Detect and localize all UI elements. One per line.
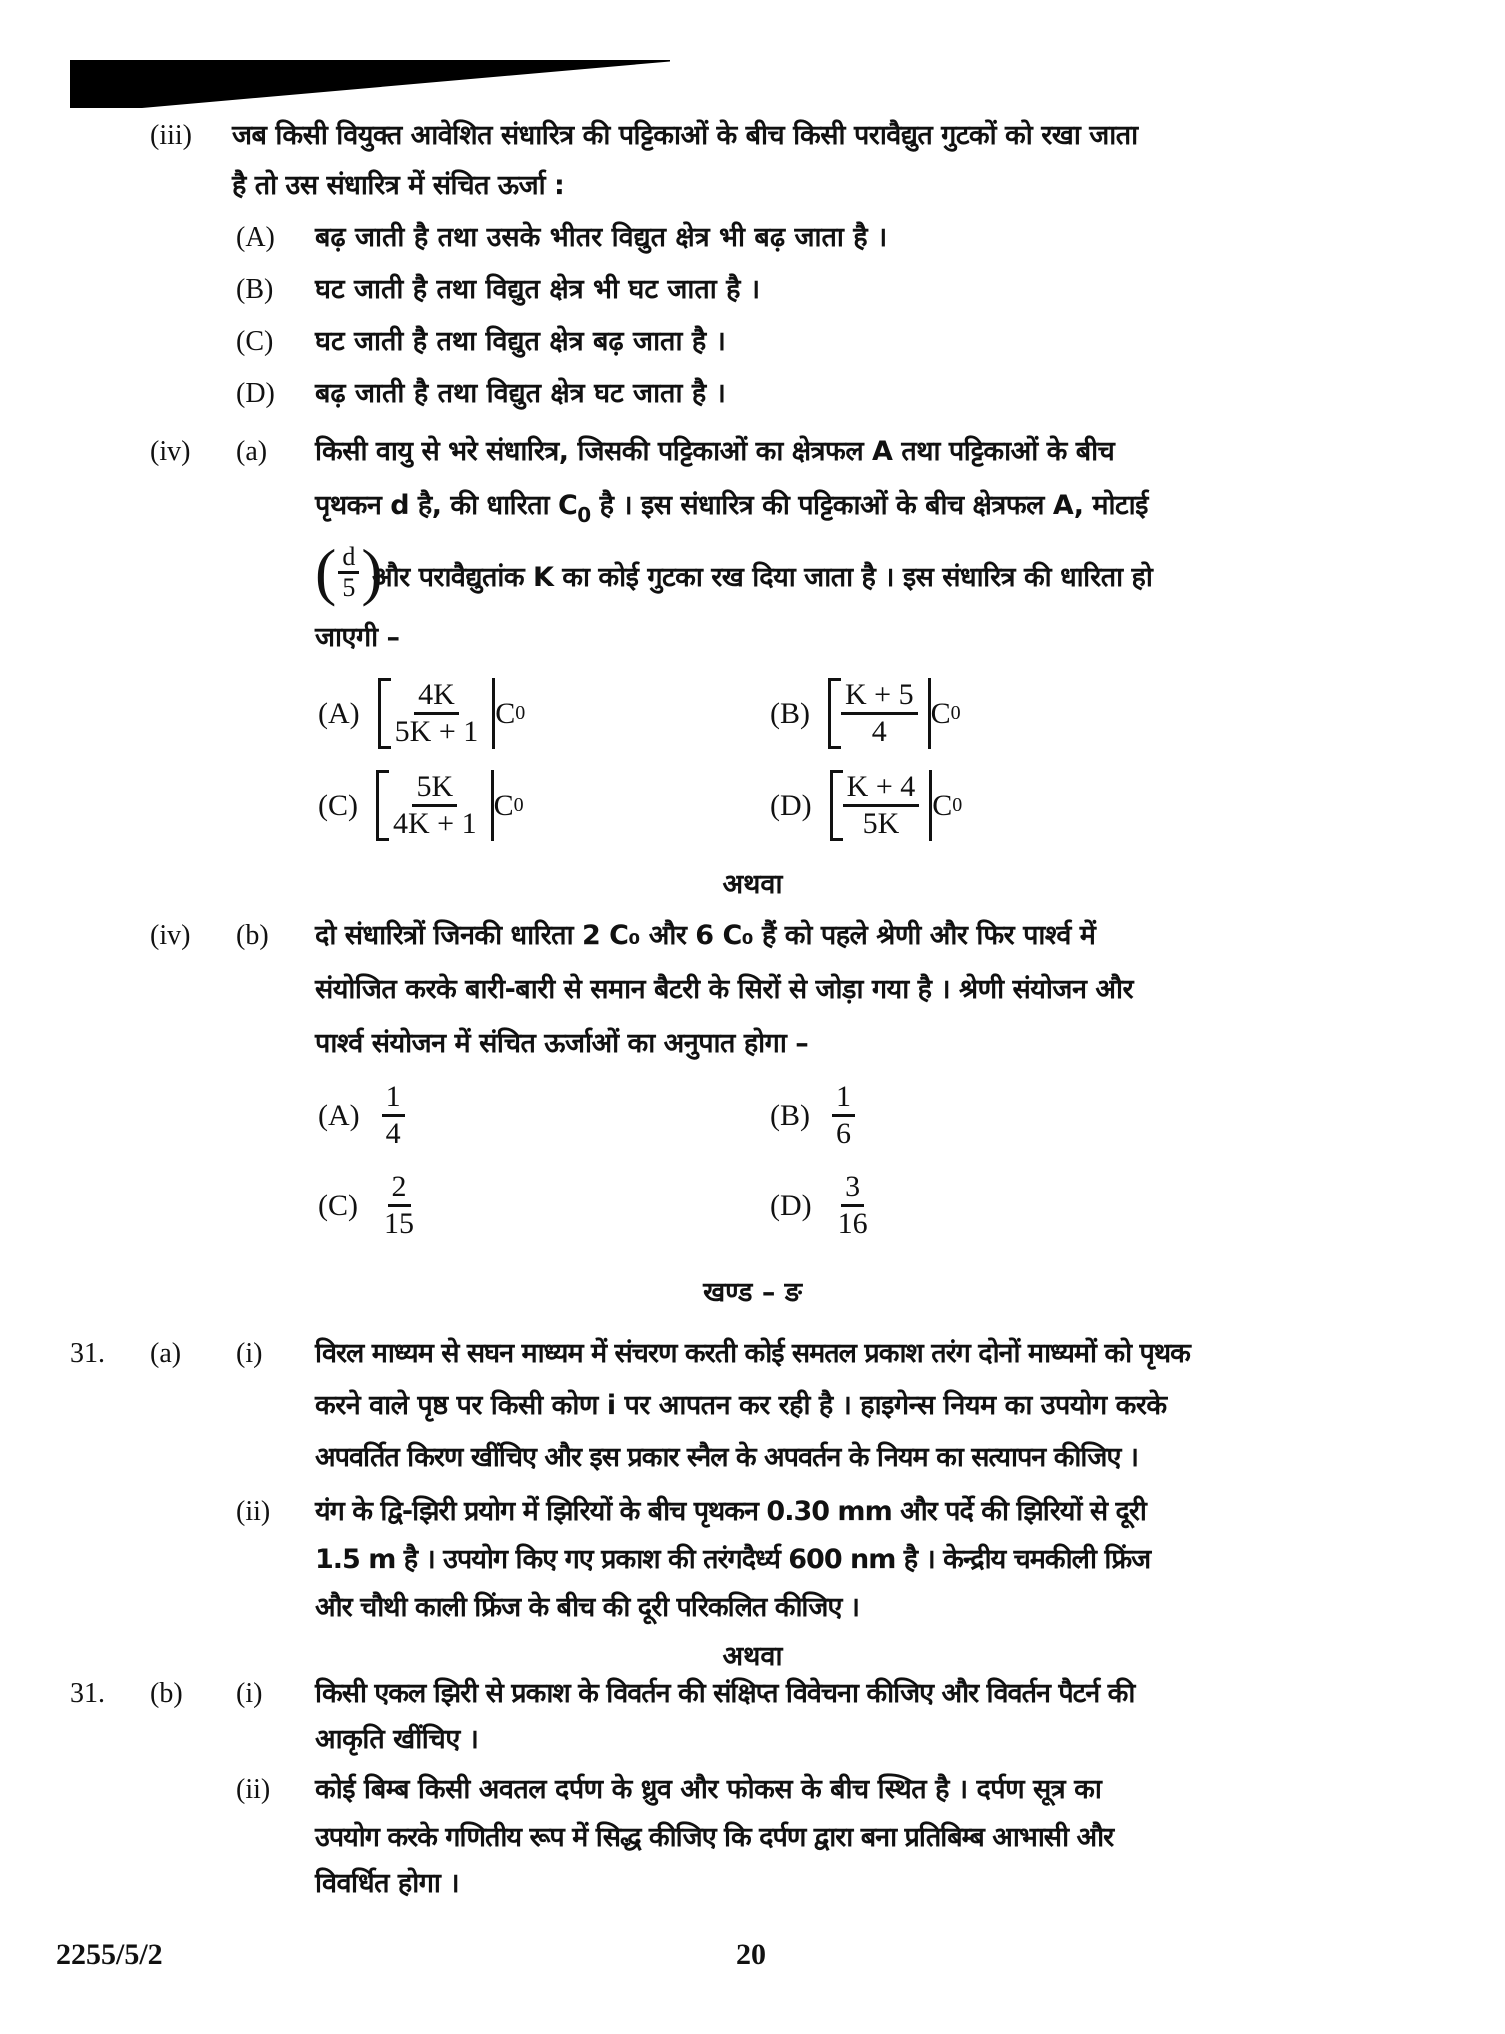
q31-b-ii-line1: कोई बिम्ब किसी अवतल दर्पण के ध्रुव और फोकस के बीच स्थित है । दर्पण सूत्र का <box>315 1774 1102 1805</box>
question-sublabel-a: (a) <box>236 436 268 467</box>
section-title: खण्ड – ङ <box>703 1277 802 1308</box>
q31-a-ii-line2: 1.5 m है । उपयोग किए गए प्रकाश की तरंगदैर्ध्य 600 nm है । केन्द्रीय चमकीली फ्रिंज <box>315 1544 1151 1575</box>
question-label-iv: (iv) <box>150 920 191 951</box>
question-iv-a-line3: और परावैद्युतांक K का कोई गुटका रख दिया जाता है । इस संधारित्र की धारिता हो <box>372 562 1153 593</box>
q31-b-ii-line2: उपयोग करके गणितीय रूप में सिद्ध कीजिए कि दर्पण द्वारा बना प्रतिबिम्ब आभासी और <box>315 1822 1114 1853</box>
option-a: (A) $\frac{4K}{5K + 1}$ C 0 <box>318 678 526 748</box>
option-text: घट जाती है तथा विद्युत क्षेत्र भी घट जाता है । <box>315 274 761 305</box>
option-c: (C) $\frac{2}{15}$ <box>318 1170 414 1240</box>
q31-a-ii-line3: और चौथी काली फ्रिंज के बीच की दूरी परिकलित कीजिए । <box>315 1592 860 1623</box>
option-label: (D) <box>236 378 275 409</box>
or-divider: अथवा <box>722 1641 783 1672</box>
page-number: 20 <box>736 1938 766 1971</box>
question-iv-a-line1: किसी वायु से भरे संधारित्र, जिसकी पट्टिकाओं का क्षेत्रफल A तथा पट्टिकाओं के बीच <box>315 436 1115 467</box>
question-number-31: 31. <box>70 1678 105 1709</box>
question-part-i: (i) <box>236 1338 263 1369</box>
q31-b-i-line2: आकृति खींचिए । <box>315 1724 479 1755</box>
question-label-iv: (iv) <box>150 436 191 467</box>
option-text: बढ़ जाती है तथा उसके भीतर विद्युत क्षेत्र भी बढ़ जाता है । <box>315 222 888 253</box>
question-number-31: 31. <box>70 1338 105 1369</box>
question-iii-line1: जब किसी वियुक्त आवेशित संधारित्र की पट्टिकाओं के बीच किसी परावैद्युत गुटकों को रखा जाता <box>232 120 1138 151</box>
option-text: बढ़ जाती है तथा विद्युत क्षेत्र घट जाता है । <box>315 378 726 409</box>
q31-a-i-line3: अपवर्तित किरण खींचिए और इस प्रकार स्नैल के अपवर्तन के नियम का सत्यापन कीजिए । <box>315 1442 1139 1473</box>
question-part-i: (i) <box>236 1678 263 1709</box>
question-iv-b-line2: संयोजित करके बारी-बारी से समान बैटरी के सिरों से जोड़ा गया है । श्रेणी संयोजन और <box>315 974 1133 1005</box>
question-label-iii: (iii) <box>150 120 192 151</box>
question-iv-b-line3: पार्श्व संयोजन में संचित ऊर्जाओं का अनुपात होगा – <box>315 1028 809 1059</box>
question-iv-a-line2: पृथकन d है, की धारिता $C_0$ है । इस संधारित्र की पट्टिकाओं के बीच क्षेत्रफल A, मोटाई <box>315 490 1148 527</box>
option-b: (B) $\frac{K + 5}{4}$ C 0 <box>770 678 961 748</box>
q31-a-ii-line1: यंग के द्वि-झिरी प्रयोग में झिरियों के बीच पृथकन 0.30 mm और पर्दे की झिरियों से दूरी <box>315 1496 1146 1527</box>
q31-b-i-line1: किसी एकल झिरी से प्रकाश के विवर्तन की संक्षिप्त विवेचना कीजिए और विवर्तन पैटर्न की <box>315 1678 1135 1709</box>
option-d: (D) $\frac{K + 4}{5K}$ C 0 <box>770 770 963 840</box>
q31-a-i-line2: करने वाले पृष्ठ पर किसी कोण i पर आपतन कर रही है । हाइगेन्स नियम का उपयोग करके <box>315 1390 1167 1421</box>
option-label: (A) <box>236 222 275 253</box>
or-divider: अथवा <box>722 869 783 900</box>
paper-code: 2255/5/2 <box>56 1938 163 1971</box>
question-iv-b-line1: दो संधारित्रों जिनकी धारिता 2 C₀ और 6 C₀ हैं को पहले श्रेणी और फिर पार्श्व में <box>315 920 1096 951</box>
question-iii-line2: है तो उस संधारित्र में संचित ऊर्जा : <box>232 170 565 201</box>
question-part-ii: (ii) <box>236 1496 271 1527</box>
question-iv-a-line4: जाएगी – <box>315 622 400 653</box>
question-sublabel-a: (a) <box>150 1338 182 1369</box>
question-sublabel-b: (b) <box>236 920 269 951</box>
option-text: घट जाती है तथा विद्युत क्षेत्र बढ़ जाता है । <box>315 326 726 357</box>
option-b: (B) $\frac{1}{6}$ <box>770 1080 859 1151</box>
fraction-d-over-5: ( $\frac{d}{5}$ ) <box>315 536 383 607</box>
option-d: (D) $\frac{3}{16}$ <box>770 1170 868 1240</box>
option-label: (B) <box>236 274 274 305</box>
q31-b-ii-line3: विवर्धित होगा । <box>315 1868 460 1899</box>
redaction-bar <box>70 60 670 108</box>
question-sublabel-b: (b) <box>150 1678 183 1709</box>
option-a: (A) $\frac{1}{4}$ <box>318 1080 409 1151</box>
q31-a-i-line1: विरल माध्यम से सघन माध्यम में संचरण करती कोई समतल प्रकाश तरंग दोनों माध्यमों को पृथक <box>315 1338 1190 1369</box>
option-label: (C) <box>236 326 274 357</box>
question-part-ii: (ii) <box>236 1774 271 1805</box>
option-c: (C) $\frac{5K}{4K + 1}$ C 0 <box>318 770 524 840</box>
